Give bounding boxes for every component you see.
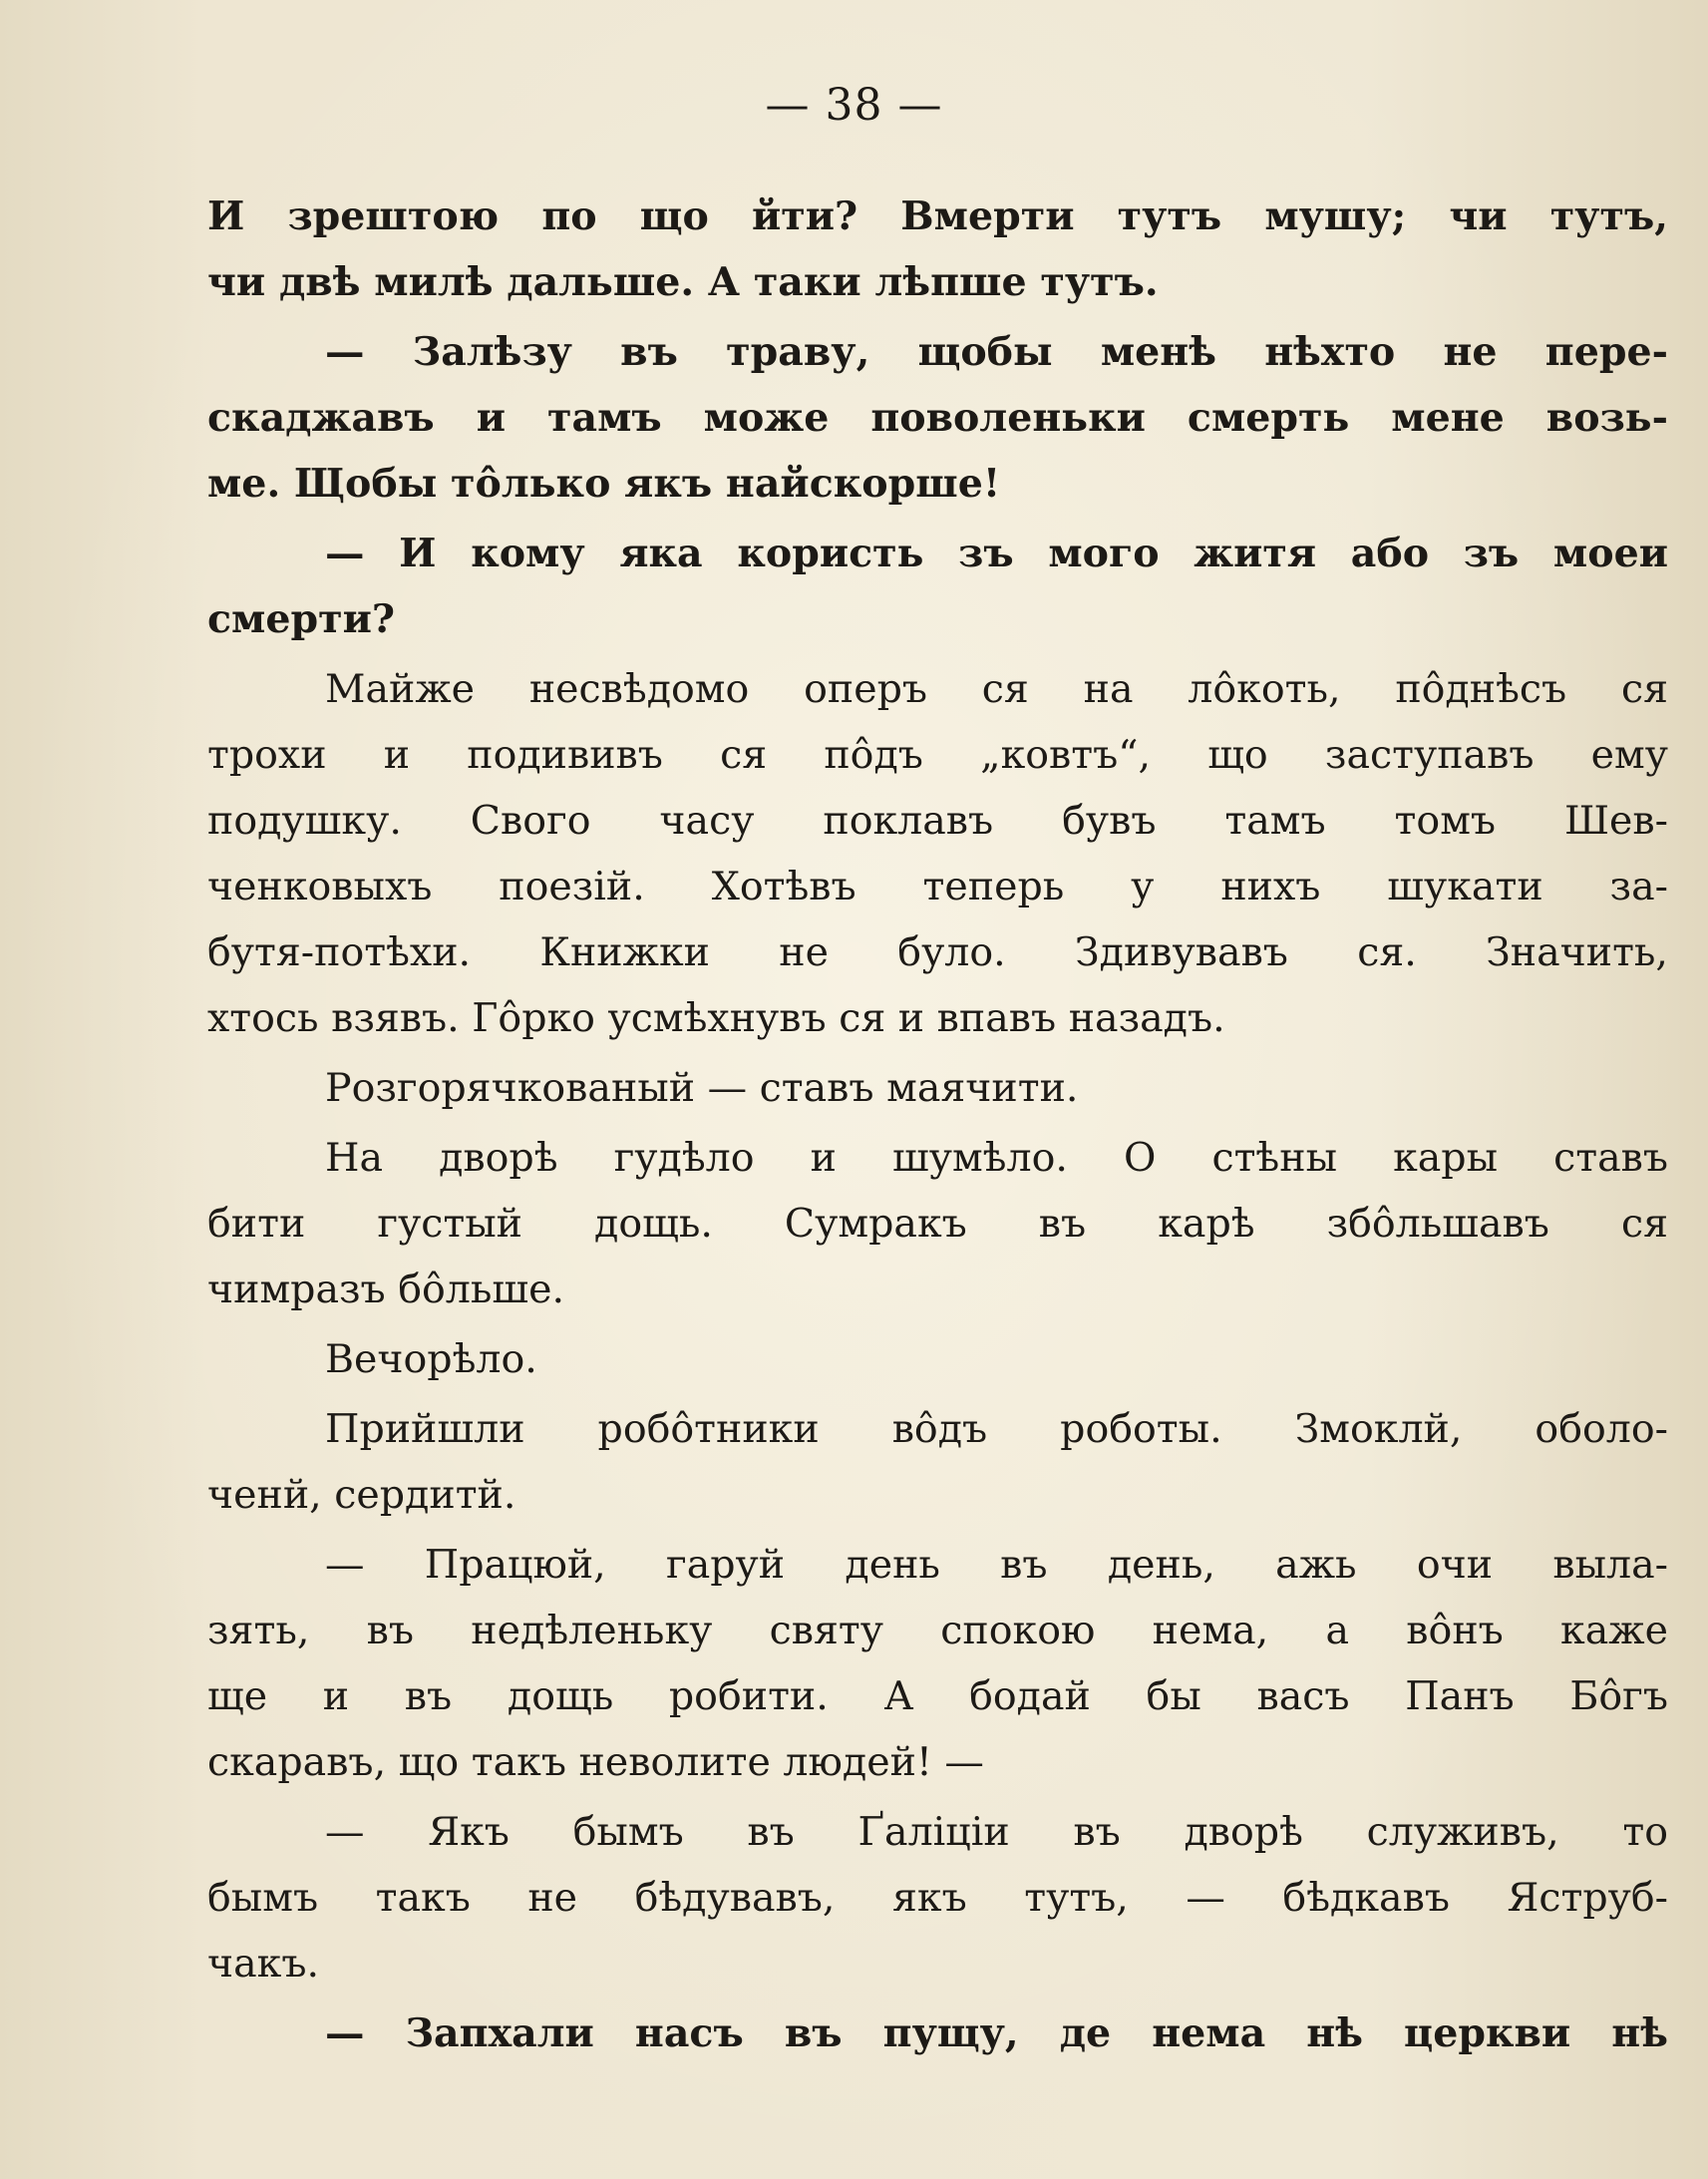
paragraph bbox=[207, 1532, 1668, 1795]
text-line: И зрештою по що йти? Вмерти тутъ мушу; чи тутъ, bbox=[207, 193, 1668, 239]
text-line: — Працюй, гаруй день въ день, ажь очи вылa- bbox=[325, 1542, 1668, 1588]
text-line: бымъ такъ не бѣдувавъ, якъ тутъ, — бѣдкавъ Яструб- bbox=[207, 1875, 1668, 1921]
text-line: — Якъ бымъ въ Ґаліціи въ дворѣ служивъ, то bbox=[325, 1809, 1668, 1855]
paragraph bbox=[207, 1396, 1668, 1528]
page-number: — 38 — bbox=[765, 80, 943, 131]
text-line: чи двѣ милѣ дальше. А таки лѣпше тутъ. bbox=[207, 259, 1159, 305]
text-line: Прийшли робôтники вôдъ роботы. Змоклй, оболо- bbox=[325, 1406, 1668, 1452]
text-line: Вечорѣло. bbox=[325, 1336, 537, 1382]
paragraph bbox=[207, 521, 1668, 652]
text-line: трохи и подививъ ся пôдъ „ковтъ“, що заступавъ ему bbox=[207, 732, 1668, 778]
text-line: ченковыхъ поезій. Хотѣвъ теперь у нихъ шукати за- bbox=[207, 864, 1668, 909]
text-line: скаджавъ и тамъ може поволеньки смерть мене возь- bbox=[207, 395, 1668, 441]
paragraph bbox=[207, 2000, 1668, 2066]
text-line: На дворѣ гудѣло и шумѣло. О стѣны кары ставъ bbox=[325, 1135, 1668, 1181]
text-line: зять, въ недѣленьку святу спокою нема, а вôнъ каже bbox=[207, 1608, 1668, 1653]
text-line: бутя-потѣхи. Книжки не було. Здивувавъ ся. Значить, bbox=[207, 929, 1668, 975]
paragraph bbox=[207, 319, 1668, 517]
text-line: Розгорячкованый — ставъ маячити. bbox=[325, 1065, 1079, 1111]
paragraph bbox=[207, 1326, 1668, 1392]
paragraph bbox=[207, 1125, 1668, 1322]
text-line: ще и въ дощь робити. А бодай бы васъ Панъ Бôгъ bbox=[207, 1673, 1668, 1719]
paragraph bbox=[207, 656, 1668, 1051]
text-line: чимразъ бôльше. bbox=[207, 1267, 565, 1312]
text-line: чакъ. bbox=[207, 1941, 320, 1987]
text-line: — Запхали насъ въ пущу, де нема нѣ церкви нѣ bbox=[325, 2010, 1668, 2056]
text-line: скаравъ, що такъ неволите людей! — bbox=[207, 1739, 984, 1785]
text-line: ме. Щобы тôлько якъ найскорше! bbox=[207, 461, 1001, 507]
text-line: смерти? bbox=[207, 596, 396, 642]
text-line: Майже несвѣдомо оперъ ся на лôкоть, пôднѣсъ ся bbox=[325, 666, 1668, 712]
paragraph bbox=[207, 1799, 1668, 1997]
paragraph bbox=[207, 1055, 1668, 1121]
text-line: бити густый дощь. Сумракъ въ карѣ збôльшавъ ся bbox=[207, 1201, 1668, 1247]
text-line: — И кому яка користь зъ мого житя або зъ моеи bbox=[325, 531, 1668, 576]
page-body-text bbox=[207, 183, 1668, 2070]
text-line: подушку. Свого часу поклавъ бувъ тамъ томъ Шев- bbox=[207, 798, 1668, 844]
text-line: хтось взявъ. Гôрко усмѣхнувъ ся и впавъ назадъ. bbox=[207, 995, 1225, 1041]
paragraph bbox=[207, 183, 1668, 315]
text-line: ченй, сердитй. bbox=[207, 1472, 516, 1518]
text-line: — Залѣзу въ траву, щобы менѣ нѣхто не пере- bbox=[325, 329, 1668, 375]
